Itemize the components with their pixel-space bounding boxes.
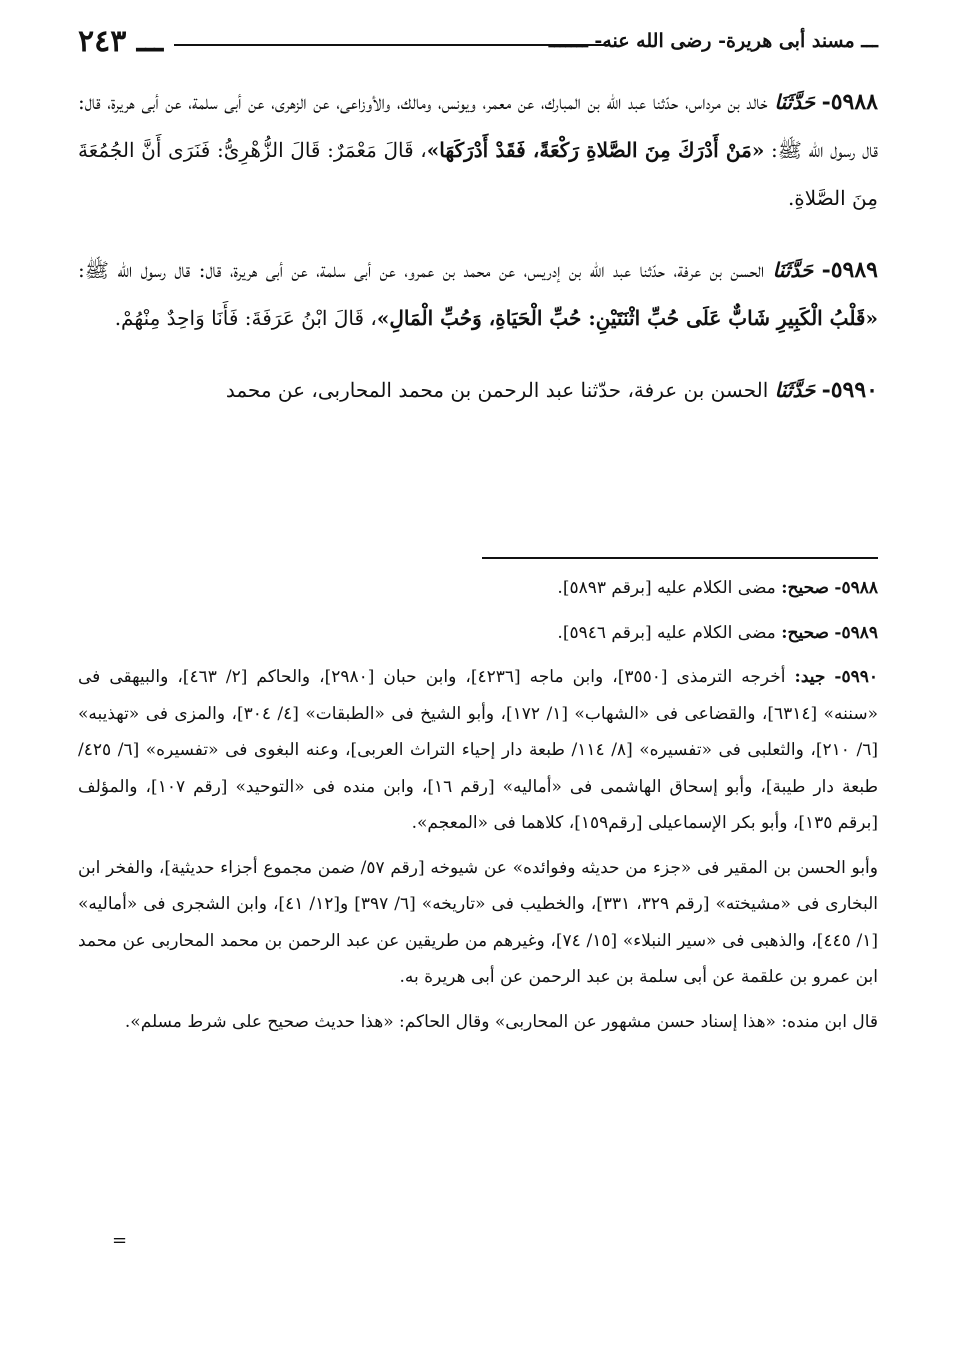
footnote: [78, 570, 878, 607]
isnad: الحسن بن عرفة، حدّثنا عبد الرحمن بن محمد المحاربى، عن محمد: [225, 378, 775, 402]
footnote-text: وأبو الحسن بن المقير فى «جزء من حديثه وفوائده» عن شيوخه [رقم ٥٧/ ضمن مجموع أجزاء حديثية]، والفخر ابن البخارى فى «مشيخته» [رقم ٣٢٩، ٣٣١]، والخطيب فى «تاريخه» [٦/ ٣٩٧] و[١٢/ ٤١]، وابن الشجرى فى «أماليه» [١/ ٤٤٥]، والذهبى فى «سير النبلاء» [١٥/ ٧٤]، وغيرهم من طريقين عن عبد الرحمن بن محمد المحاربى عن محمد ابن عمرو بن علقمة عن أبى سلمة بن عبد الرحمن عن أبى هريرة به.: [78, 857, 878, 987]
footnote-ref: ٥٩٨٨-: [834, 578, 878, 598]
hadith-number: ٥٩٨٩-: [821, 257, 878, 283]
footnote-grade: صحيح:: [781, 622, 829, 643]
hadith-number: ٥٩٩٠-: [821, 377, 878, 403]
header-rule: [174, 44, 610, 46]
footnotes: [78, 570, 878, 1048]
footnote-text: مضى الكلام عليه [برقم ٥٨٩٣].: [557, 578, 782, 598]
footnote-text: مضى الكلام عليه [برقم ٥٩٤٦].: [557, 622, 782, 643]
page-number: ـــ ٢٤٣: [78, 24, 164, 59]
isnad: الحسن بن عرفة، حدّثنا عبد الله بن إدريس، عن محمد بن عمرو، عن أبى سلمة، عن أبى هريرة، قال: قال رسول الله ﷺ:: [78, 258, 773, 282]
haddathana: حَدَّثَنَا: [774, 378, 816, 402]
footnote-ref: ٥٩٩٠-: [834, 667, 879, 687]
footnote: [78, 615, 878, 652]
running-title: ـــ مسند أبى هريرة- رضى الله عنه- ـــــــ: [548, 30, 878, 52]
isnad: خالد بن مرداس، حدّثنا عبد الله بن المبارك، عن معمر، ويونس، ومالك، والأوزاعى، عن الزهرى، عن أبى سلمة، عن أبى هريرة، قال: قال رسول الله ﷺ:: [78, 90, 878, 162]
footnote-grade: صحيح:: [781, 578, 829, 598]
footnote-continuation: [78, 850, 878, 996]
hadith-5989: [78, 246, 878, 342]
footnote-ref: ٥٩٨٩-: [834, 622, 878, 643]
prophetic-quote: «قَلْبُ الْكَبِيرِ شَابٌّ عَلَى حُبِّ اثْنَتَيْنِ: حُبِّ الْحَيَاةِ، وَحُبِّ الْمَالِ»: [376, 306, 878, 330]
haddathana: حَدَّثَنَا: [772, 258, 814, 282]
footnote-divider: [482, 557, 878, 559]
footnote-text: أخرجه الترمذى [٣٥٥٠]، وابن ماجه [٤٢٣٦]، وابن حبان [٢٩٨٠]، والحاكم [٢/ ٤٦٣]، والبيهقى فى «سننه» [٦٣١٤]، والقضاعى فى «الشهاب» [١/ ١٧٢]، وأبو الشيخ فى «الطبقات» [٤/ ٣٠٤]، والمزى فى «تهذيبه» [٦/ ٢١٠]، والثعلبى فى «تفسيره» [٨/ ١١٤/ طبعة دار إحياء التراث العربى]، وعنه البغوى فى «تفسيره» [٦/ ٤٢٥/ طبعة دار طيبة]، وأبو إسحاق الهاشمى فى «أماليه» [رقم ١٦]، وابن منده فى «التوحيد» [رقم ١٠٧]، والمؤلف [برقم ١٣٥]، وأبو بكر الإسماعيلى [رقم١٥٩]، كلاهما فى «المعجم».: [78, 667, 878, 833]
page-header: [78, 24, 878, 60]
prophetic-quote: «مَنْ أَدْرَكَ مِنَ الصَّلاةِ رَكْعَةً، فَقَدْ أَدْرَكَهَا»: [426, 138, 765, 162]
hadith-number: ٥٩٨٨-: [821, 89, 878, 115]
footnote-grade: جيد:: [794, 667, 826, 687]
hadith-tail: ، قَالَ ابْنُ عَرَفَةَ: فَأَنَا وَاحِدٌ مِنْهُمْ.: [114, 306, 377, 330]
haddathana: حَدَّثَنَا: [774, 90, 815, 114]
hadith-5990: [78, 366, 878, 414]
hadith-text: [78, 78, 878, 438]
hadith-tail: ، قَالَ مَعْمَرٌ: قَالَ الزُّهْرِىُّ: فَنَرَى أَنَّ الجُمُعَةَ مِنَ الصَّلاةِ.: [78, 138, 878, 210]
continuation-mark: =: [112, 1230, 128, 1251]
hadith-5988: [78, 78, 878, 222]
footnote: [78, 659, 878, 842]
footnote-continuation: [78, 1004, 878, 1041]
footnote-text: قال ابن منده: «هذا إسناد حسن مشهور عن المحاربى» وقال الحاكم: «هذا حديث صحيح على شرط مسلم».: [124, 1011, 878, 1032]
